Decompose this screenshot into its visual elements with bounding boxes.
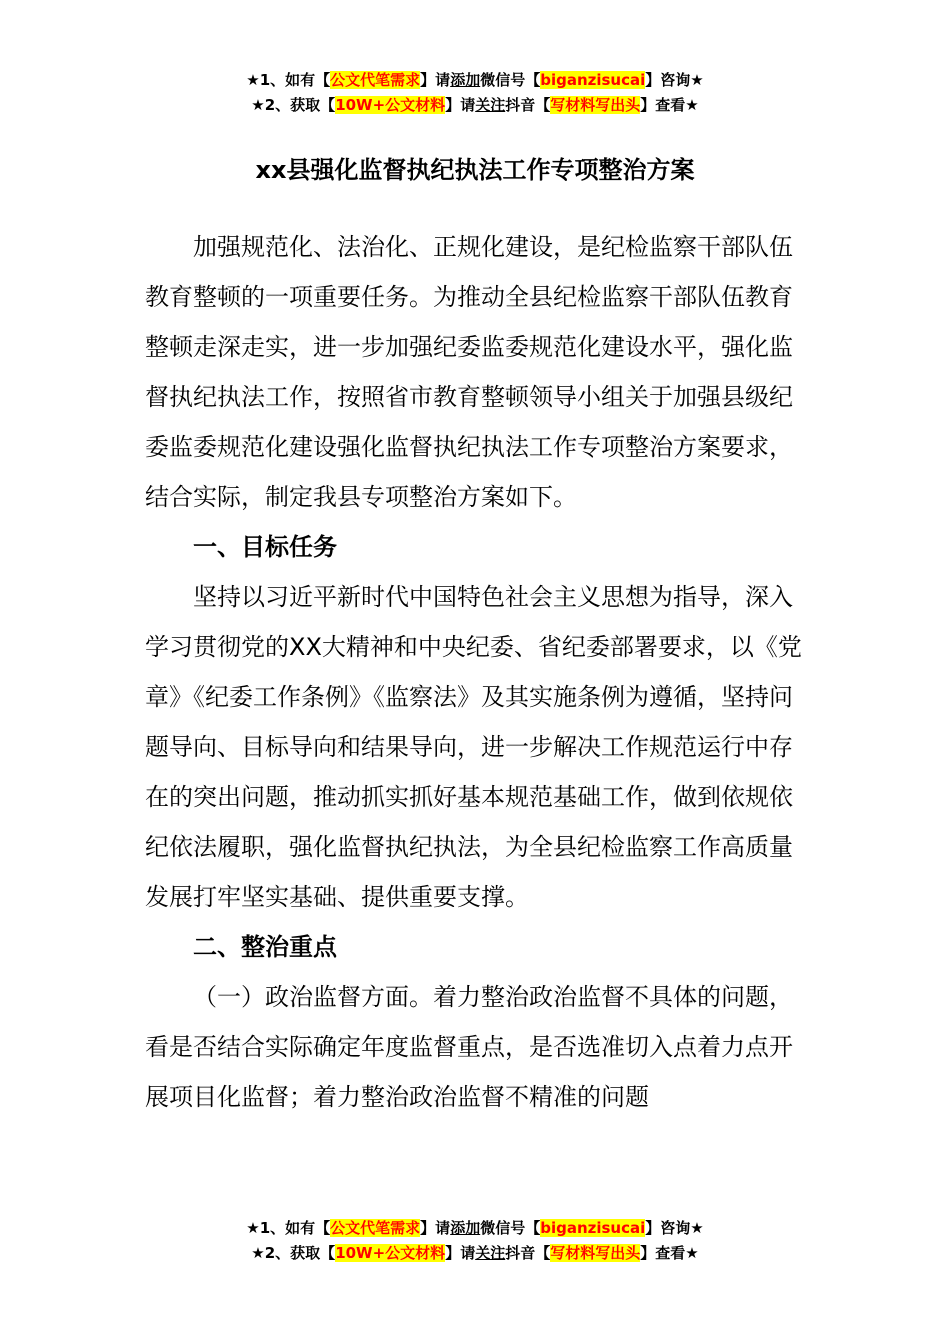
document-title: xx县强化监督执纪执法工作专项整治方案 <box>255 156 695 184</box>
highlight-ghostwriting: 公文代笔需求 <box>330 71 421 89</box>
intro-paragraph: 加强规范化、法治化、正规化建设，是纪检监察干部队伍教育整顿的一项重要任务。为推动全县纪检监察干部队伍教育整顿走深走实，进一步加强纪委监委规范化建设水平，强化监督执纪执法工作，按照省市教育整顿领导小组关于加强县级纪委监委规范化建设强化监督执纪执法工作专项整治方案要求，结合实际，制定我县专项整治方案如下。 <box>145 233 793 511</box>
highlight-wechat-id: biganzisucai <box>540 71 646 89</box>
banner-line-1: ★1、如有【公文代笔需求】请添加微信号【biganzisucai】咨询★ <box>246 71 704 89</box>
section-heading-goals: 一、目标任务 <box>193 533 337 561</box>
header-banner <box>0 68 950 118</box>
highlight-materials: 10W+公文材料 <box>335 1244 446 1262</box>
highlight-ghostwriting: 公文代笔需求 <box>330 1219 421 1237</box>
section-paragraph-focus: （一）政治监督方面。着力整治政治监督不具体的问题，看是否结合实际确定年度监督重点，是否选准切入点着力点开展项目化监督；着力整治政治监督不精准的问题 <box>145 983 793 1111</box>
banner-line-2: ★2、获取【10W+公文材料】请关注抖音【写材料写出头】查看★ <box>251 1244 699 1262</box>
highlight-wechat-id: biganzisucai <box>540 1219 646 1237</box>
banner-line-2: ★2、获取【10W+公文材料】请关注抖音【写材料写出头】查看★ <box>251 96 699 114</box>
footer-banner <box>0 1216 950 1266</box>
highlight-materials: 10W+公文材料 <box>335 96 446 114</box>
highlight-douyin-account: 写材料写出头 <box>550 96 641 114</box>
section-heading-focus: 二、整治重点 <box>193 933 337 961</box>
banner-line-1: ★1、如有【公文代笔需求】请添加微信号【biganzisucai】咨询★ <box>246 1219 704 1237</box>
highlight-douyin-account: 写材料写出头 <box>550 1244 641 1262</box>
document-body <box>145 222 810 1122</box>
section-paragraph-goals: 坚持以习近平新时代中国特色社会主义思想为指导，深入学习贯彻党的XX大精神和中央纪委、省纪委部署要求，以《党章》《纪委工作条例》《监察法》及其实施条例为遵循，坚持问题导向、目标导向和结果导向，进一步解决工作规范运行中存在的突出问题，推动抓实抓好基本规范基础工作，做到依规依纪依法履职，强化监督执纪执法，为全县纪检监察工作高质量发展打牢坚实基础、提供重要支撑。 <box>145 583 802 911</box>
